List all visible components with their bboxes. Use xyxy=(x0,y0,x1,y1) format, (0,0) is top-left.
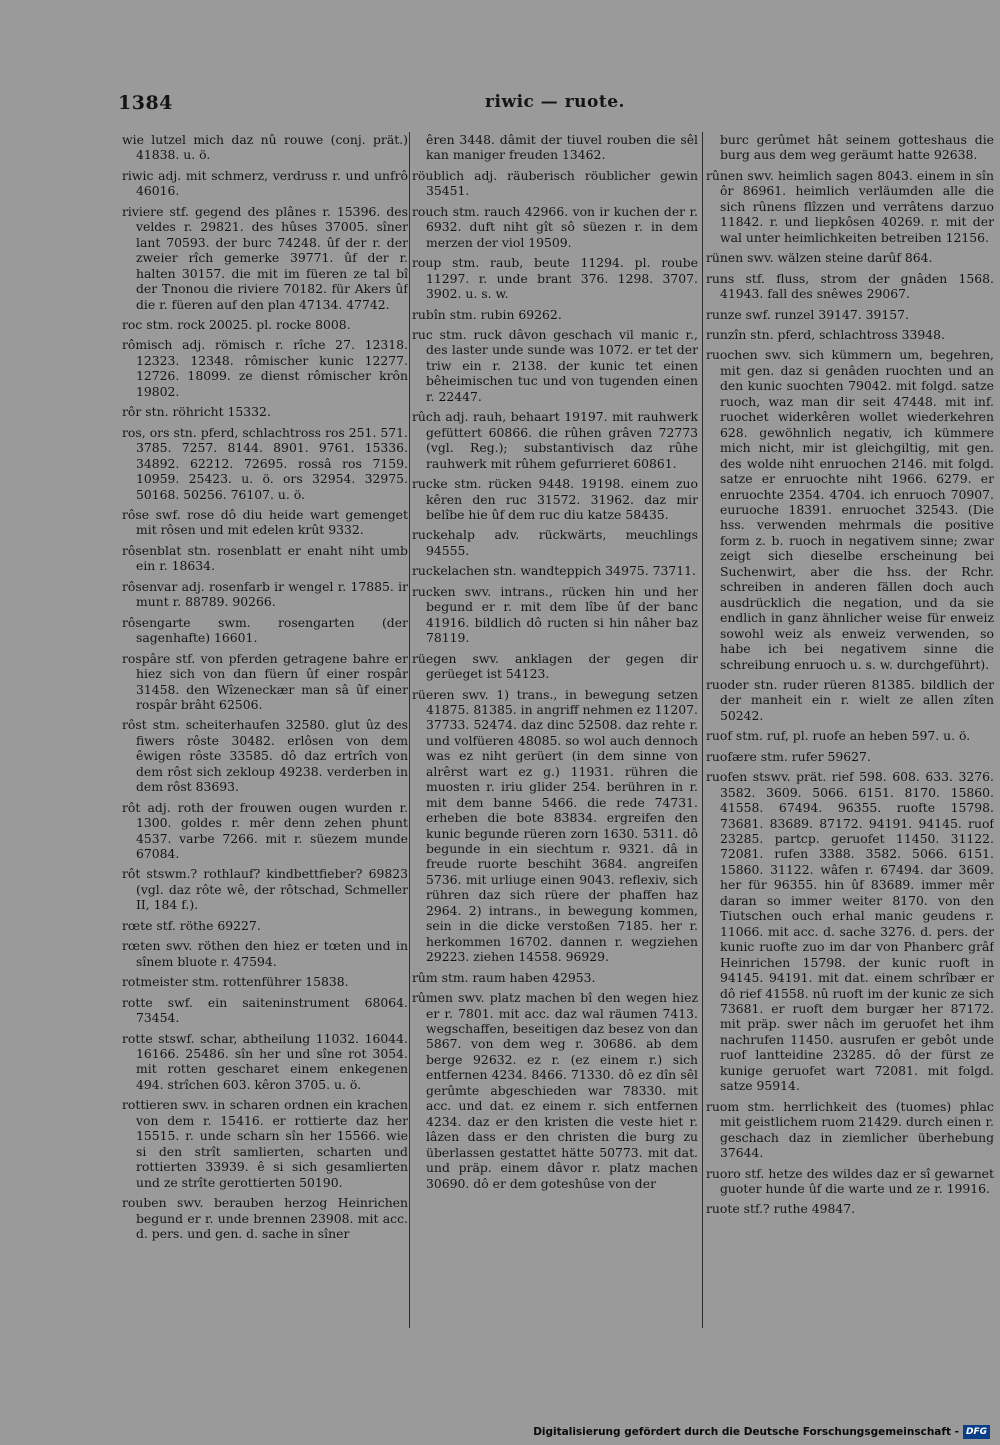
dictionary-entry: ruochen swv. sich kümmern um, begehren, mit gen. daz si genâden ruochten und an den kunic suochten 79042. mit folgd. satze ruoch, waz man dir seit 47448. mit inf. ruochet widerkêren wollet wiederkehren 628. gewöhnlich negativ, ich kümmere mich nicht, mir ist gleichgiltig, mit gen. des wolde niht enruochen 2146. mit folgd. satze er enruochte niht 1966. 6279. er enruochte 2354. 4704. ich enruoch 70907. euruoche 18391. enruochet 32543. (Die hss. verwenden mehrmals die positive form z. b. ruoch in negativem sinne; zwar zeigt sich dieselbe erscheinung bei Suchenwirt, aber die hss. der Rchr. schreiben in anderen fällen doch auch ausdrücklich die negation, und da sie endlich in ganz ähnlicher weise für enweiz sowohl weiz als enweiz verwenden, so habe ich bei negativem sinne die schreibung enruoch u. s. w. durchgeführt). xyxy=(706,347,994,672)
dictionary-entry: rôsenvar adj. rosenfarb ir wengel r. 17885. ir munt r. 88789. 90266. xyxy=(122,578,408,610)
dictionary-entry: ruckelachen stn. wandteppich 34975. 73711. xyxy=(412,563,696,579)
credit-text: Digitalisierung gefördert durch die Deutsche Forschungsgemeinschaft - xyxy=(533,1426,959,1438)
dictionary-entry: rôt stswm.? rothlauf? kindbettfieber? 69823 (vgl. daz rôte wê, der rôtschad, Schmeller II, 184 f.). xyxy=(122,866,408,913)
dictionary-entry: burc gerûmet hât seinem gotteshaus die burg aus dem weg geräumt hatte 92638. xyxy=(720,132,994,163)
dictionary-entry: rômisch adj. römisch r. rîche 27. 12318. 12323. 12348. rômischer kunic 12277. 12726. 18099. ze dienst rômischer krôn 19802. xyxy=(122,337,408,399)
dictionary-entry: rottieren swv. in scharen ordnen ein krachen von dem r. 15416. er rottierte daz her 15515. r. unde scharn sîn her 15566. wie si den strît samlierten, scharten und rottierten 33939. ê si sich gesamlierten und ze strîte gerottierten 50190. xyxy=(122,1097,408,1190)
dictionary-entry: ruote stf.? ruthe 49847. xyxy=(706,1201,856,1217)
dictionary-entry: ruom stm. herrlichkeit des (tuomes) phlac mit geistlichem ruom 21429. durch einen r. geschach daz in ziemlicher überhebung 37644. xyxy=(706,1098,994,1161)
dictionary-entry: röublich adj. räuberisch röublicher gewin 35451. xyxy=(412,167,698,199)
dictionary-entry: rôsengarte swm. rosengarten (der sagenhafte) 16601. xyxy=(122,614,408,646)
dictionary-entry: ruof stm. ruf, pl. ruofe an heben 597. u. ö. xyxy=(706,728,971,744)
dictionary-entry: rüegen swv. anklagen der gegen dir gerüeget ist 54123. xyxy=(412,650,698,682)
dictionary-entry: rœte stf. röthe 69227. xyxy=(122,917,261,933)
dictionary-entry: rûm stm. raum haben 42953. xyxy=(412,969,596,985)
dictionary-entry: rotmeister stm. rottenführer 15838. xyxy=(122,974,349,990)
dictionary-entry: riviere stf. gegend des plânes r. 15396. des veldes r. 29821. des hûses 37005. sîner lant 70593. der burc 74248. ûf der r. der zweier rîch gemerke 39771. ûf der r. halten 30157. die mit im füeren ze tal bî der Tnonou die riviere 70182. für Akers ûf die r. füeren auf den plan 47134. 47742. xyxy=(122,203,408,312)
dictionary-entry: riwic adj. mit schmerz, verdruss r. und unfrô 46016. xyxy=(122,167,408,199)
dictionary-entry: rôst stm. scheiterhaufen 32580. glut ûz des fiwers rôste 30482. erlôsen von dem êwigen rôste 33585. dô daz ertrîch von dem rôst sich zekloup 49238. verderben in dem rôst 83693. xyxy=(122,717,408,795)
dictionary-entry: ros, ors stn. pferd, schlachtross ros 251. 571. 3785. 7257. 8144. 8901. 9761. 15336. 34892. 62212. 72695. rossâ ros 7159. 10959. 25423. u. ö. ors 32954. 32975. 50168. 50256. 76107. u. ö. xyxy=(122,424,408,502)
column-divider xyxy=(409,132,410,1328)
dictionary-entry: ruoder stn. ruder rüeren 81385. bildlich der der manheit ein r. wielt ze allen zîten 50242. xyxy=(706,676,994,723)
dictionary-entry: ruckehalp adv. rückwärts, meuchlings 94555. xyxy=(412,527,698,558)
digitization-credit xyxy=(533,1425,990,1439)
dictionary-entry: rûmen swv. platz machen bî den wegen hiez er r. 7801. mit acc. daz wal räumen 7413. wegschaffen, beseitigen daz besez von dan 5867. von dem weg r. 30686. ab dem berge 92632. ez r. (ez einem r.) sich entfernen 4234. 8466. 71330. dô ez dîn sêl gerûmte abgeschieden war 78330. mit acc. und dat. ez einem r. sich entfernen 4234. daz er den kristen die veste hiet r. lâzen dass er den christen die burg zu überlassen gestattet hätte 50773. mit dat. und präp. einem dâvor r. platz machen 30690. dô er dem goteshûse von der xyxy=(412,990,698,1191)
dictionary-columns xyxy=(118,132,994,1332)
dictionary-entry: rotte swf. ein saiteninstrument 68064. 73454. xyxy=(122,994,408,1026)
dictionary-entry: rôt adj. roth der frouwen ougen wurden r. 1300. goldes r. mêr denn zehen phunt 4537. varbe 7266. mit r. süezem munde 67084. xyxy=(122,799,408,862)
dictionary-entry: rucke stm. rücken 9448. 19198. einem zuo kêren den ruc 31572. 31962. daz mir belîbe hie ûf dem ruc diu katze 58435. xyxy=(412,476,698,522)
dictionary-entry: rubîn stm. rubin 69262. xyxy=(412,306,562,322)
dictionary-entry: rôr stn. röhricht 15332. xyxy=(122,404,271,420)
dictionary-entry: rospâre stf. von pferden getragene bahre er hiez sich von dan füern ûf einer rospâr 31458. den Wîzeneckær man sâ ûf einer rospâr brâht 62506. xyxy=(122,650,408,712)
dictionary-entry: runzîn stn. pferd, schlachtross 33948. xyxy=(706,326,945,342)
dictionary-entry: rotte stswf. schar, abtheilung 11032. 16044. 16166. 25486. sîn her und sîne rot 3054. mit rotten gescharet einem enkegenen 494. strîchen 603. kêron 3705. u. ö. xyxy=(122,1030,408,1092)
dictionary-entry: roc stm. rock 20025. pl. rocke 8008. xyxy=(122,316,351,332)
dictionary-entry: rôsenblat stn. rosenblatt er enaht niht umb ein r. 18634. xyxy=(122,542,408,574)
dictionary-entry: runs stf. fluss, strom der gnâden 1568. 41943. fall des snêwes 29067. xyxy=(706,270,994,302)
running-title: riwic — ruote. xyxy=(485,92,625,112)
dictionary-entry: rüeren swv. 1) trans., in bewegung setzen 41875. 81385. in angriff nehmen ez 11207. 37733. 52474. daz dinc 52508. daz rehte r. und volfüeren 48085. so wol auch dennoch was ez niht gerüert (in dem sinne von alrêrst wart ez g.) 11931. rühren die muosten r. iriu glider 254. berühren in r. mit dem banne 5466. die rede 74731. erheben die bote 83834. ergreifen den kunic begunde rüeren zorn 1630. 5311. dô begunde in ein siechtum r. 9321. dâ in freude ruorte beschiht 3684. angreifen 5736. mit urliuge einen 9043. reflexiv, sich rühren daz sich rüere der phaffen haz 2964. 2) intrans., in bewegung kommen, sein in die dicke verstoßen 7185. her r. herkommen 16702. dannen r. wegziehen 29223. ziehen 14558. 96929. xyxy=(412,686,698,965)
page-number: 1384 xyxy=(118,92,173,114)
dictionary-entry: êren 3448. dâmit der tiuvel rouben die sêl kan maniger freuden 13462. xyxy=(426,132,698,163)
column-3 xyxy=(706,132,994,1332)
dictionary-entry: rûch adj. rauh, behaart 19197. mit rauhwerk gefüttert 60866. die rûhen grâven 72773 (vgl. Reg.); substantivisch daz rûhe rauhwerk mit rûhem gefurrieret 60861. xyxy=(412,409,698,471)
dictionary-entry: rucken swv. intrans., rücken hin und her begund er r. mit dem lîbe ûf der banc 41916. bildlich dô ructen si hin nâher baz 78119. xyxy=(412,583,698,646)
dictionary-entry: rœten swv. röthen den hiez er tœten und in sînem bluote r. 47594. xyxy=(122,938,408,969)
dictionary-entry: rouch stm. rauch 42966. von ir kuchen der r. 6932. duft niht gît sô süezen r. in dem merzen der viol 19509. xyxy=(412,203,698,250)
dictionary-entry: ruofære stm. rufer 59627. xyxy=(706,748,871,764)
dictionary-entry: wie lutzel mich daz nû rouwe (conj. prät.) 41838. u. ö. xyxy=(122,132,408,163)
dictionary-entry: ruoro stf. hetze des wildes daz er sî gewarnet guoter hunde ûf die warte und ze r. 19916. xyxy=(706,1165,994,1196)
column-1 xyxy=(122,132,408,1332)
dfg-logo: DFG xyxy=(963,1425,990,1439)
dictionary-entry: roup stm. raub, beute 11294. pl. roube 11297. r. unde brant 376. 1298. 3707. 3902. u. s. w. xyxy=(412,255,698,302)
dictionary-entry: ruofen stswv. prät. rief 598. 608. 633. 3276. 3582. 3609. 5066. 6151. 8170. 15860. 41558. 67494. 96355. ruofte 15798. 73681. 83689. 87172. 94191. 94145. ruof 23285. partcp. geruofet 11450. 31122. 72081. rufen 3388. 3582. 5066. 6151. 15860. 31122. wâfen r. 67494. dar 3609. her für 96355. hin ûf 83689. immer mêr daran so immer weiter 8170. von den Tiutschen ouch erhal manic geudens r. 11066. mit acc. d. sache 3276. d. pers. der kunic ruofte zuo im dar von Phanberc grâf Heinrichen 15798. der kunic ruoft in 94145. 94191. mit dat. einem schrîbær er dô rief 41558. nû ruoft im der kunic ze sich 73681. er ruoft dem burgær her 87172. mit präp. swer nâch im geruofet het ihm nachrufen 11450. ausrufen er gebôt unde ruof lantteidine 23285. dô der fürst ze kunige geruofet wart 72081. mit folgd. satze 95914. xyxy=(706,769,994,1094)
dictionary-entry: rünen swv. wälzen steine darûf 864. xyxy=(706,250,933,266)
column-2 xyxy=(412,132,698,1332)
dictionary-entry: rûnen swv. heimlich sagen 8043. einem in sîn ôr 86961. heimlich verläumden alle die sich rûnens flîzzen und verrâtens darzuo 11842. r. und liepkôsen 40269. r. mit der wal unter heimlichkeiten betreiben 12156. xyxy=(706,167,994,245)
dictionary-entry: ruc stm. ruck dâvon geschach vil manic r., des laster unde sunde was 1072. er tet der triw ein r. 2138. der kunic tet einen bêheimischen tuc und von tugenden einen r. 22447. xyxy=(412,326,698,404)
dictionary-entry: runze swf. runzel 39147. 39157. xyxy=(706,306,909,322)
column-divider xyxy=(702,132,703,1328)
page-header xyxy=(118,92,992,120)
dictionary-entry: rouben swv. berauben herzog Heinrichen begund er r. unde brennen 23908. mit acc. d. pers. und gen. d. sache in sîner xyxy=(122,1195,408,1241)
dictionary-entry: rôse swf. rose dô diu heide wart gemenget mit rôsen und mit edelen krût 9332. xyxy=(122,506,408,538)
